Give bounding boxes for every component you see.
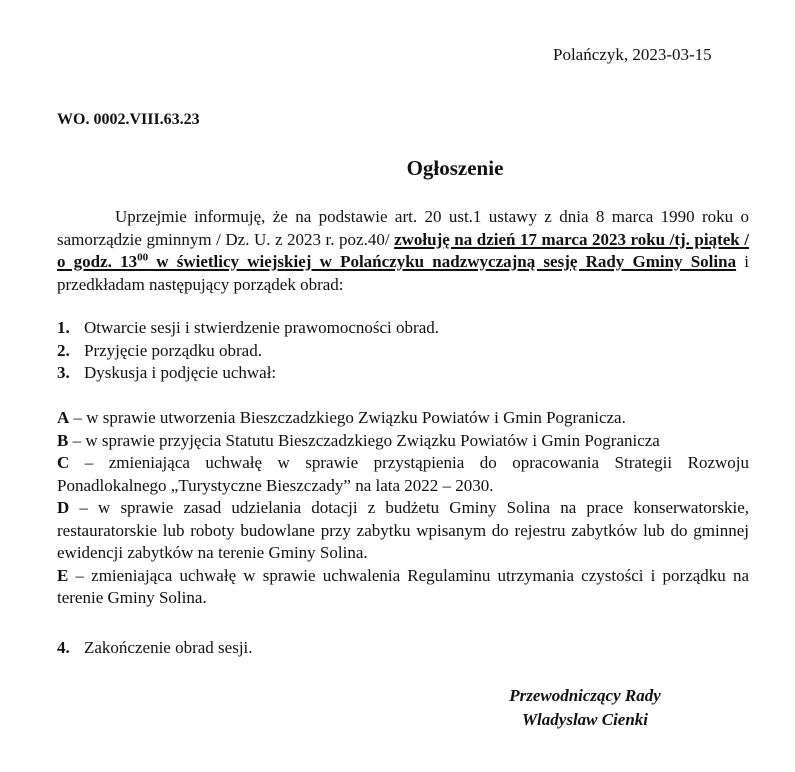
document-title: Ogłoszenie	[406, 156, 504, 180]
resolution-letter: D	[57, 498, 70, 517]
resolution-letter: A	[57, 408, 70, 427]
agenda-number: 4.	[57, 638, 70, 657]
resolution-text: – w sprawie zasad udzielania dotacji z budżetu Gminy Solina na prace konserwatorskie, restauratorskie lub roboty budowlane przy zabytku wpisanym do rejestru zabytków lub do gminnej ewidencji zabytków na terenie Gminy Solina.	[57, 498, 749, 562]
resolutions-list	[57, 407, 749, 610]
resolution-item	[57, 452, 749, 497]
agenda-item	[57, 362, 749, 385]
agenda-list	[57, 317, 749, 385]
resolution-item	[57, 430, 749, 453]
signature-role: Przewodniczący Rady	[509, 686, 661, 705]
intro-closing-text: i przedkładam następujący porządek obrad:	[57, 252, 749, 294]
agenda-number: 3.	[57, 363, 70, 382]
resolution-letter: B	[57, 430, 69, 450]
resolution-text: – w sprawie utworzenia Bieszczadzkiego Związku Powiatów i Gmin Pogranicza.	[69, 408, 626, 427]
resolution-letter: C	[57, 453, 70, 472]
resolution-item	[57, 407, 749, 430]
agenda-item	[57, 340, 749, 363]
agenda-item	[57, 637, 749, 660]
agenda-number: 1.	[57, 318, 70, 337]
intro-paragraph	[57, 206, 749, 296]
session-place-text: w świetlicy wiejskiej w Polańczyku nadzwyczajną sesję Rady Gminy Solina	[148, 252, 737, 271]
resolution-text: – w sprawie przyjęcia Statutu Bieszczadzkiego Związku Powiatów i Gmin Pogranicza	[68, 430, 660, 450]
agenda-text: Dyskusja i podjęcie uchwał:	[84, 363, 277, 382]
resolution-letter: E	[57, 565, 69, 585]
agenda-closing	[57, 637, 749, 660]
place-date: Polańczyk, 2023-03-15	[553, 45, 712, 64]
agenda-text: Zakończenie obrad sesji.	[84, 638, 253, 657]
reference-number: WO. 0002.VIII.63.23	[57, 111, 200, 128]
resolution-item	[57, 497, 749, 565]
agenda-text: Przyjęcie porządku obrad.	[84, 340, 262, 360]
resolution-item	[57, 565, 749, 610]
signature-name: Wladyslaw Cienki	[521, 710, 649, 729]
time-superscript: 00	[137, 251, 149, 264]
agenda-number: 2.	[57, 340, 70, 360]
agenda-text: Otwarcie sesji i stwierdzenie prawomocności obrad.	[84, 318, 439, 337]
session-date-text: zwołuję na dzień 17 marca 2023 roku /tj. piątek / o godz. 13	[57, 229, 749, 271]
agenda-item	[57, 317, 749, 340]
resolution-text: – zmieniająca uchwałę w sprawie uchwalenia Regulaminu utrzymania czystości i porządku na terenie Gminy Solina.	[57, 565, 749, 607]
intro-text: Uprzejmie informuję, że na podstawie art. 20 ust.1 ustawy z dnia 8 marca 1990 roku o samorządzie gminnym / Dz. U. z 2023 r. poz.40/	[57, 207, 749, 249]
signature-block	[470, 684, 700, 732]
resolution-text: – zmieniająca uchwałę w sprawie przystąpienia do opracowania Strategii Rozwoju Ponadlokalnego „Turystyczne Bieszczady” na lata 2022 – 2030.	[57, 453, 749, 495]
